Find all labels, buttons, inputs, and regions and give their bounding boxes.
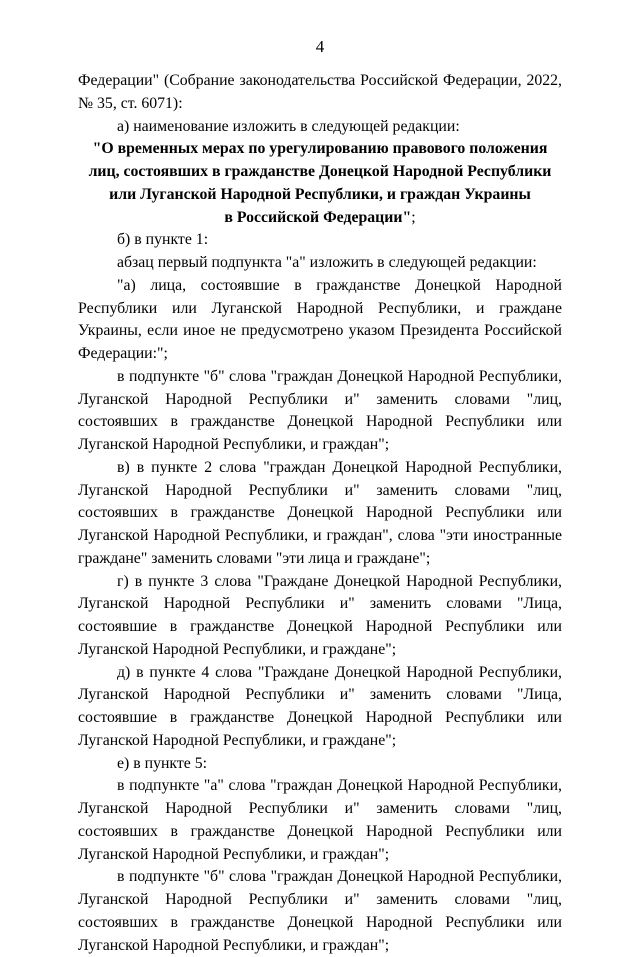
- paragraph-continuation: Федерации" (Собрание законодательства Российской Федерации, 2022, № 35, ст. 6071):: [78, 72, 562, 112]
- document-body: [78, 70, 562, 957]
- paragraph-item-b-abzac: абзац первый подпункта "а" изложить в следующей редакции:: [117, 254, 537, 271]
- paragraph-item-b-subpoint: в подпункте "б" слова "граждан Донецкой Народной Республики, Луганской Народной Республики и" заменить словами "лиц, состоявших в гражданстве Донецкой Народной Республики или Луганской Народной Республики, и граждан";: [78, 367, 562, 453]
- decree-title-line-2: лиц, состоявших в гражданстве Донецкой Народной Республики: [88, 163, 552, 180]
- paragraph-item-b: б) в пункте 1:: [117, 231, 209, 249]
- paragraph-item-e-subpoint-a: в подпункте "а" слова "граждан Донецкой Народной Республики, Луганской Народной Республики и" заменить словами "лиц, состоявших в гражданстве Донецкой Народной Республики или Луганской Народной Республики, и граждан";: [78, 777, 562, 863]
- decree-title: [78, 138, 562, 229]
- page-number: 4: [315, 37, 325, 56]
- paragraph-item-g: г) в пункте 3 слова "Граждане Донецкой Народной Республики, Луганской Народной Республики и" заменить словами "Лица, состоявшие в гражданстве Донецкой Народной Республики или Луганской Народной Республики, и граждане";: [78, 572, 562, 658]
- paragraph-item-v: в) в пункте 2 слова "граждан Донецкой Народной Республики, Луганской Народной Республики и" заменить словами "лиц, состоявших в гражданстве Донецкой Народной Республики или Луганской Народной Республики, и граждан", слова "эти иностранные граждане" заменить словами "эти лица и граждане";: [78, 458, 562, 567]
- decree-title-line-4-text: в Российской Федерации": [224, 208, 412, 226]
- decree-title-line-4-punct: ;: [411, 208, 416, 226]
- paragraph-item-e: е) в пункте 5:: [117, 754, 208, 772]
- decree-title-line-3: или Луганской Народной Республики, и граждан Украины: [109, 185, 531, 203]
- decree-title-line-1: "О временных мерах по урегулированию правового положения: [92, 140, 548, 158]
- paragraph-item-a: а) наименование изложить в следующей редакции:: [117, 117, 460, 135]
- decree-title-line-4: [78, 207, 562, 230]
- paragraph-item-d: д) в пункте 4 слова "Граждане Донецкой Народной Республики, Луганской Народной Республики и" заменить словами "Лица, состоявшие в гражданстве Донецкой Народной Республики или Луганской Народной Республики, и граждане";: [78, 663, 562, 749]
- paragraph-item-b-quote: "а) лица, состоявшие в гражданстве Донецкой Народной Республики или Луганской Народной Республики, и граждане Украины, если иное не предусмотрено указом Президента Российской Федерации:";: [78, 276, 562, 362]
- paragraph-item-e-subpoint-b: в подпункте "б" слова "граждан Донецкой Народной Республики, Луганской Народной Республики и" заменить словами "лиц, состоявших в гражданстве Донецкой Народной Республики или Луганской Народной Республики, и граждан";: [78, 868, 562, 954]
